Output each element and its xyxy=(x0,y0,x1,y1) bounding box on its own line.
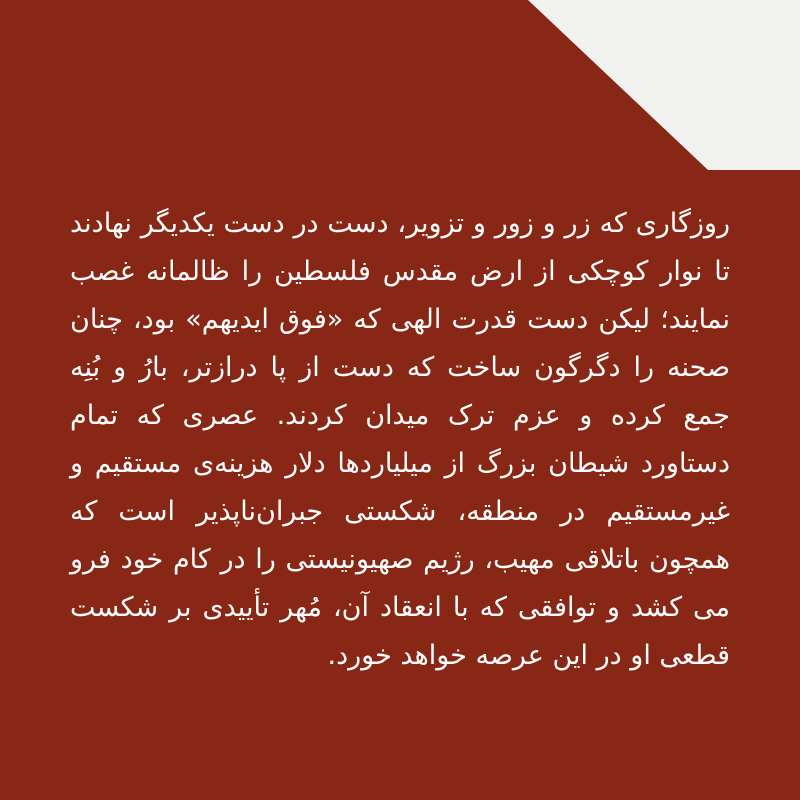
body-paragraph: روزگاری که زر و زور و تزویر، دست در دست یکدیگر نهادند تا نوار کوچکی از ارض مقدس فلسطین را ظالمانه غصب نمایند؛ لیکن دست قدرت الهی که «فوق ایدیهم» بود، چنان صحنه را دگرگون ساخت که دست از پا درازتر، بارُ و بُنِه جمع کرده و عزم ترک میدان کردند. عصری که تمام دستاورد شیطان بزرگ از میلیاردها دلار هزینه‌ی مستقیم و غیرمستقیم در منطقه، شکستی جبران‌ناپذیر است که همچون باتلاقی مهیب، رژیم صهیونیستی را در کام خود فرو می کشد و توافقی که با انعقاد آن، مُهر تأییدی بر شکست قطعی او در این عرصه خواهد خورد. xyxy=(70,208,730,671)
